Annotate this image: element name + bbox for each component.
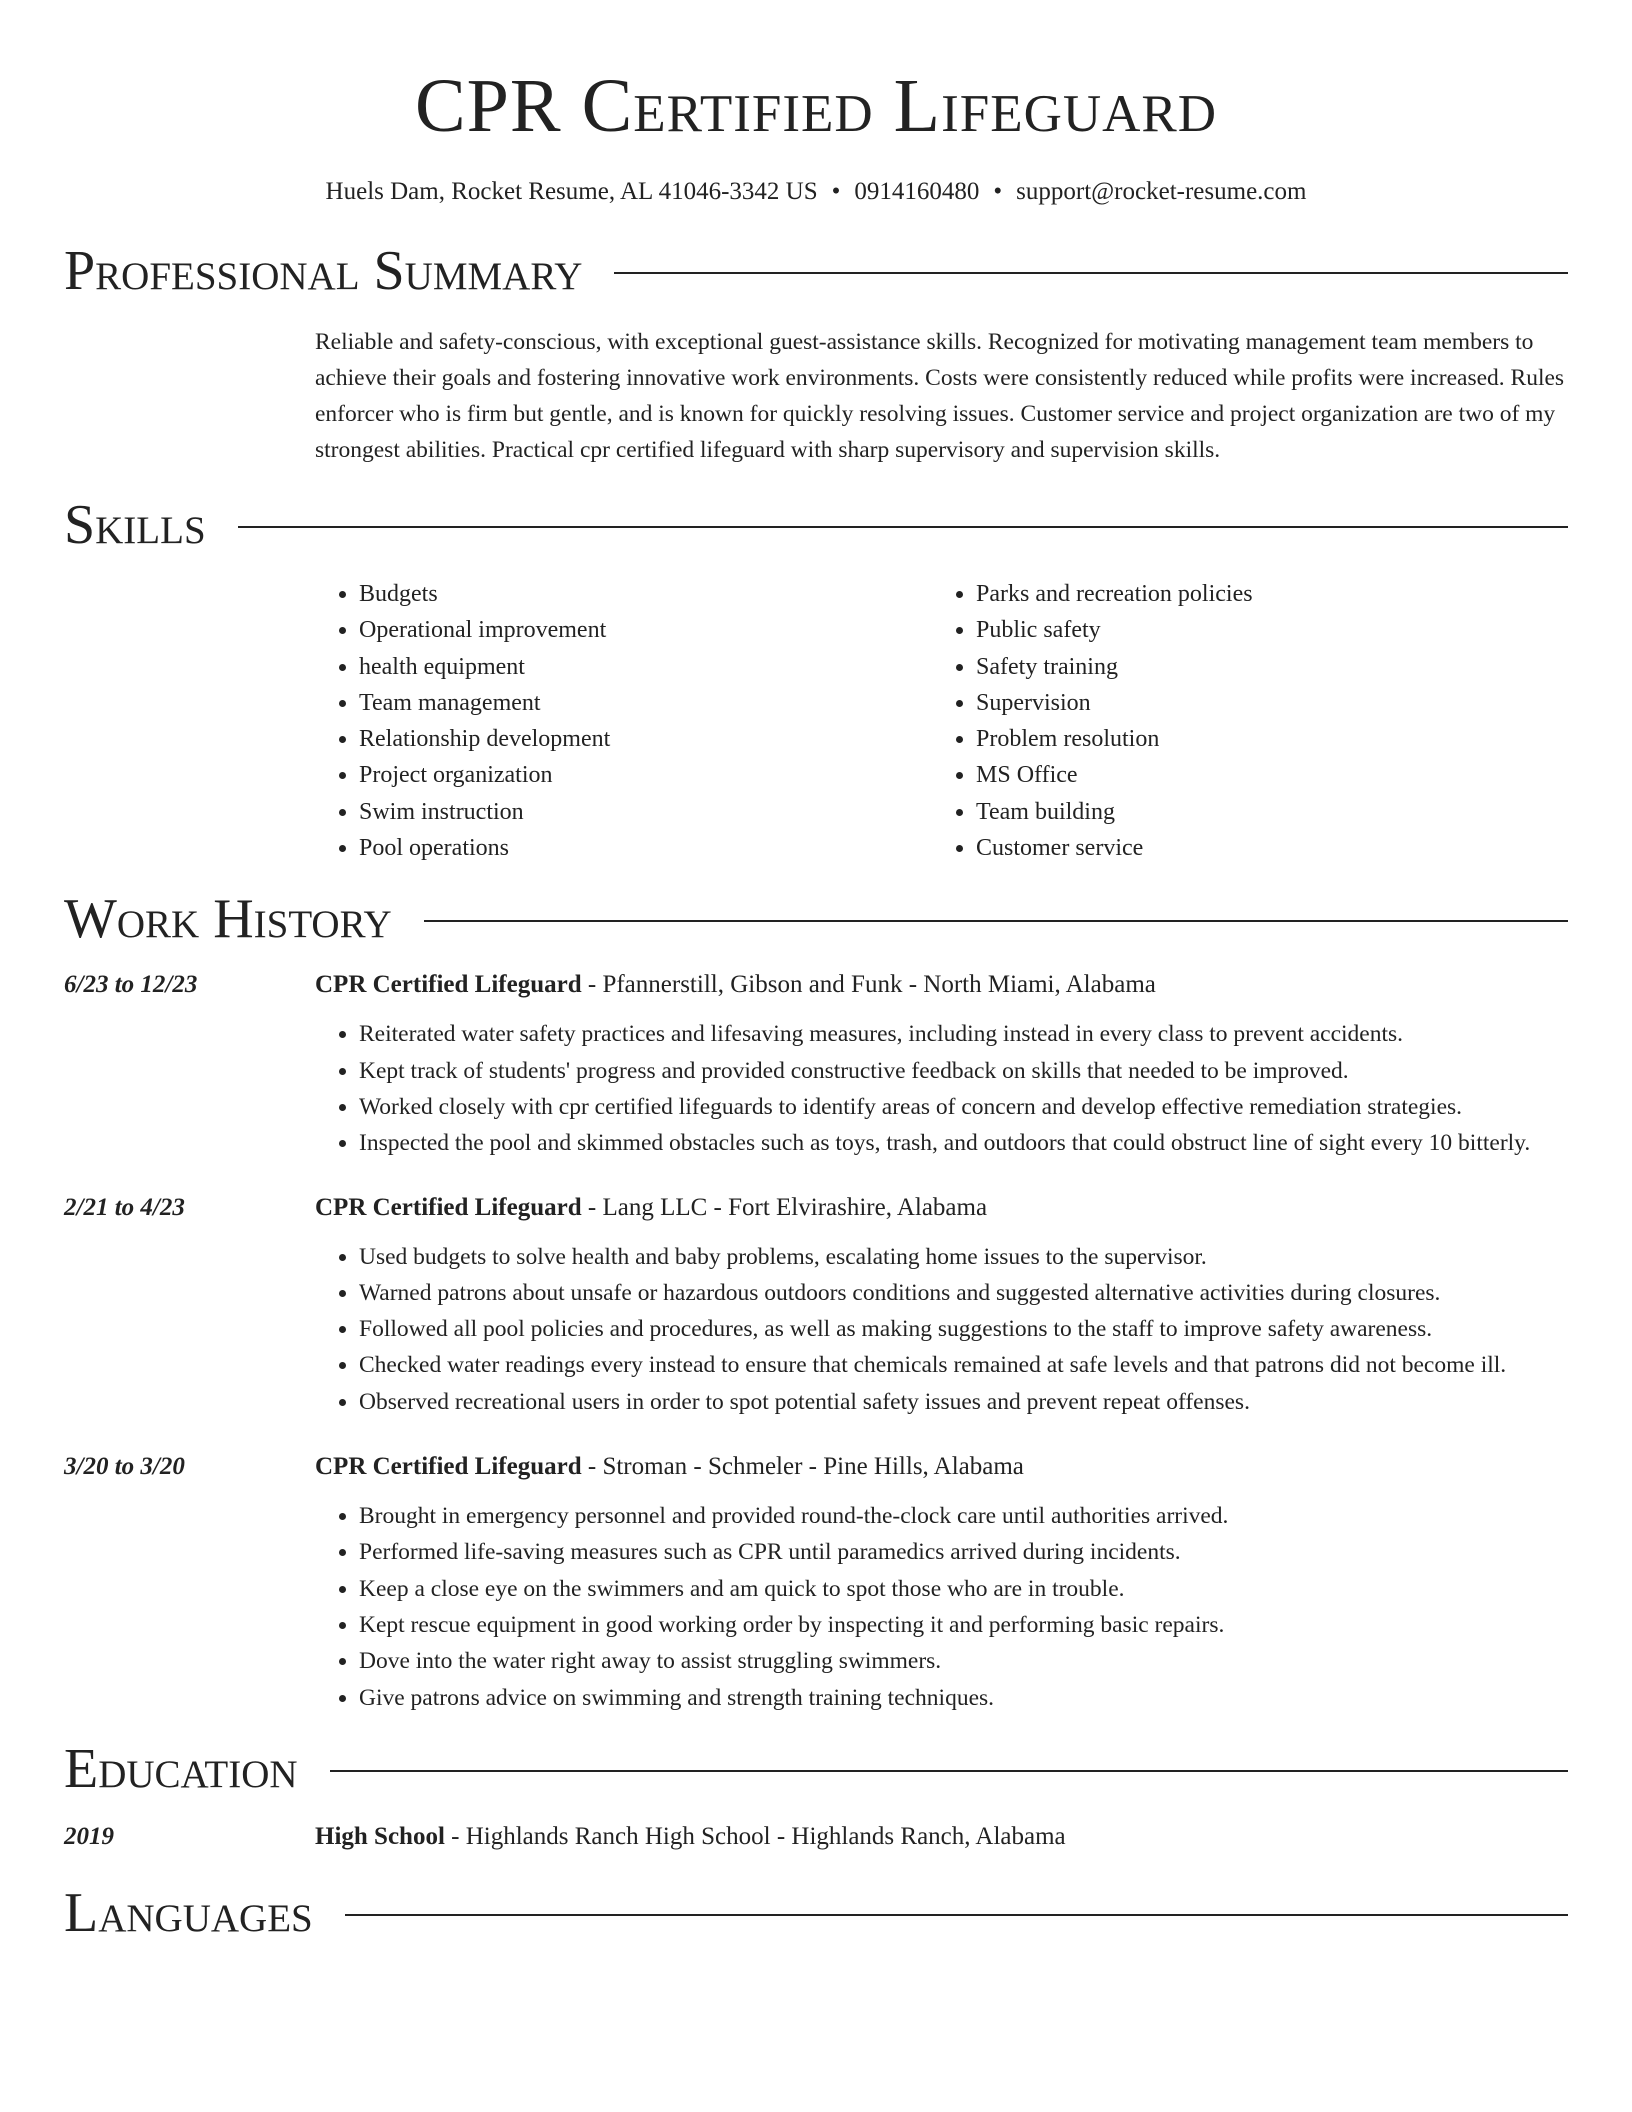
job-dates: 2/21 to 4/23 (64, 1193, 185, 1221)
education-section-header (64, 1738, 1568, 1800)
skills-column-2 (932, 576, 1253, 866)
job-title: CPR Certified Lifeguard (315, 1193, 582, 1221)
section-divider (330, 1770, 1568, 1772)
skill-item: • Budgets (359, 576, 932, 612)
job-bullet: • Kept track of students' progress and provided constructive feedback on skills that needed to be improved. (359, 1053, 1568, 1089)
summary-text: Reliable and safety-conscious, with exceptional guest-assistance skills. Recognized for motivating management team members to achieve their goals and fostering innovative work environments. Costs were consistently reduced while profits were increased. Rules enforcer who is firm but gentle, and is known for quickly resolving issues. Customer service and project organization are two of my strongest abilities. Practical cpr certified lifeguard with sharp supervisory and supervision skills. (315, 329, 1565, 463)
skill-item: • Project organization (359, 757, 932, 793)
section-divider (345, 1914, 1568, 1916)
languages-heading: Languages (64, 1881, 313, 1944)
education-entry (64, 1820, 1568, 1854)
education-details: - Highlands Ranch High School - Highlands Ranch, Alabama (444, 1822, 1066, 1850)
skill-item: • MS Office (976, 757, 1253, 793)
summary-heading: Professional Summary (64, 240, 583, 302)
job-bullet: • Inspected the pool and skimmed obstacles such as toys, trash, and outdoors that could obstruct line of sight every 10 bitterly. (359, 1125, 1568, 1161)
job-entry (64, 1450, 1568, 1716)
contact-address: Huels Dam, Rocket Resume, AL 41046-3342 US (325, 178, 818, 205)
job-bullet: • Followed all pool policies and procedures, as well as making suggestions to the staff to improve safety awareness. (359, 1311, 1568, 1347)
skill-item: • Public safety (976, 612, 1253, 648)
job-bullet: • Observed recreational users in order to spot potential safety issues and prevent repeat offenses. (359, 1384, 1568, 1420)
summary-section-header (64, 240, 1568, 302)
job-title: CPR Certified Lifeguard (315, 1453, 582, 1481)
skill-item: • health equipment (359, 649, 932, 685)
skill-item: • Relationship development (359, 721, 932, 757)
section-divider (238, 526, 1568, 528)
education-heading: Education (64, 1737, 298, 1800)
candidate-name: CPR Certified Lifeguard (414, 64, 1218, 148)
job-bullet: • Reiterated water safety practices and lifesaving measures, including instead in every class to prevent accidents. (359, 1016, 1568, 1052)
job-details: - Stroman - Schmeler - Pine Hills, Alabama (581, 1453, 1024, 1481)
work-section-header (64, 888, 1568, 950)
job-bullet: • Performed life-saving measures such as CPR until paramedics arrived during incidents. (359, 1534, 1568, 1570)
contact-separator: • (831, 178, 841, 205)
skill-item: • Pool operations (359, 830, 932, 866)
skills-section-header (64, 494, 1568, 556)
job-bullet: • Warned patrons about unsafe or hazardous outdoors conditions and suggested alternative activities during closures. (359, 1275, 1568, 1311)
job-bullets (315, 1239, 1568, 1420)
job-dates: 6/23 to 12/23 (64, 971, 198, 999)
job-bullet: • Brought in emergency personnel and provided round-the-clock care until authorities arrived. (359, 1498, 1568, 1534)
section-divider (614, 272, 1568, 274)
job-details: - Lang LLC - Fort Elvirashire, Alabama (581, 1193, 988, 1221)
languages-section-header (64, 1882, 1568, 1944)
section-divider (424, 920, 1568, 922)
job-bullet: • Kept rescue equipment in good working order by inspecting it and performing basic repairs. (359, 1607, 1568, 1643)
skill-item: • Supervision (976, 685, 1253, 721)
skill-item: • Problem resolution (976, 721, 1253, 757)
job-bullet: • Give patrons advice on swimming and strength training techniques. (359, 1680, 1568, 1716)
skill-item: • Safety training (976, 649, 1253, 685)
job-entry (64, 968, 1568, 1161)
contact-separator: • (993, 178, 1003, 205)
work-heading: Work History (64, 888, 392, 951)
resume-page (64, 0, 1568, 1944)
job-details: - Pfannerstill, Gibson and Funk - North Miami, Alabama (581, 971, 1156, 999)
skill-item: • Parks and recreation policies (976, 576, 1253, 612)
job-bullets (315, 1498, 1568, 1716)
job-dates: 3/20 to 3/20 (64, 1453, 185, 1481)
contact-email[interactable]: support@rocket-resume.com (1016, 178, 1307, 205)
skill-item: • Operational improvement (359, 612, 932, 648)
contact-line (64, 176, 1568, 208)
education-degree: High School (315, 1822, 445, 1850)
job-entry (64, 1191, 1568, 1420)
job-title: CPR Certified Lifeguard (315, 971, 582, 999)
skill-item: • Customer service (976, 830, 1253, 866)
job-bullet: • Worked closely with cpr certified lifeguards to identify areas of concern and develop effective remediation strategies. (359, 1089, 1568, 1125)
contact-phone: 0914160480 (854, 178, 980, 205)
job-bullets (315, 1016, 1568, 1161)
job-bullet: • Used budgets to solve health and baby problems, escalating home issues to the supervisor. (359, 1239, 1568, 1275)
job-bullet: • Dove into the water right away to assist struggling swimmers. (359, 1643, 1568, 1679)
skill-item: • Swim instruction (359, 794, 932, 830)
education-year: 2019 (64, 1822, 114, 1850)
skills-column-1 (315, 576, 932, 866)
job-bullet: • Checked water readings every instead to ensure that chemicals remained at safe levels and that patrons did not become ill. (359, 1347, 1568, 1383)
skills-heading: Skills (64, 494, 206, 556)
job-bullet: • Keep a close eye on the swimmers and am quick to spot those who are in trouble. (359, 1571, 1568, 1607)
skill-item: • Team management (359, 685, 932, 721)
skills-list (315, 576, 1568, 866)
skill-item: • Team building (976, 794, 1253, 830)
